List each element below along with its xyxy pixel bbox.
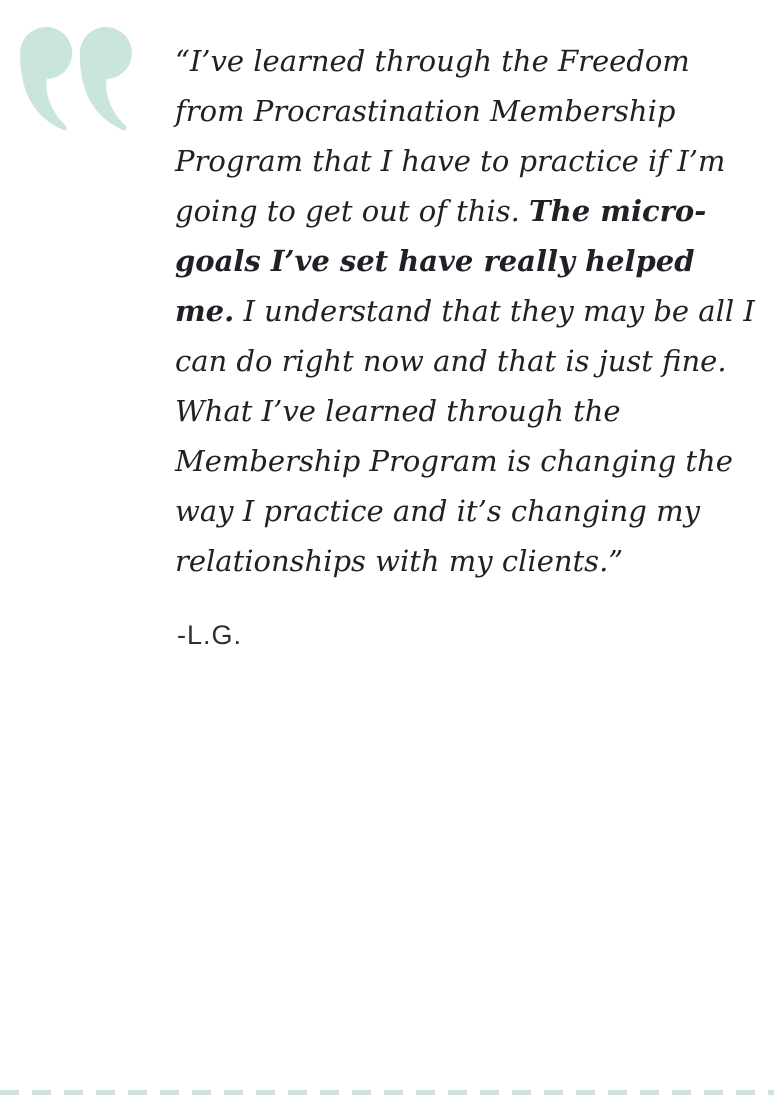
quote-segment: “I’ve learned through the Freedom from Procrastination Membership Program that I have to practice if I’m going to get out of this.: [175, 44, 726, 228]
testimonial-quote-text: [175, 36, 755, 586]
dashed-divider: [0, 1090, 774, 1095]
testimonial-attribution: -L.G.: [177, 620, 243, 650]
double-quote-icon: [17, 27, 135, 133]
quote-bold-segment: The micro-goals I’ve set have really helped me.: [175, 194, 707, 328]
quote-segment: I understand that they may be all I can do right now and that is just fine. What I’ve learned through the Membership Program is changing the way I practice and it’s changing my relationships with my clients.”: [175, 294, 755, 578]
